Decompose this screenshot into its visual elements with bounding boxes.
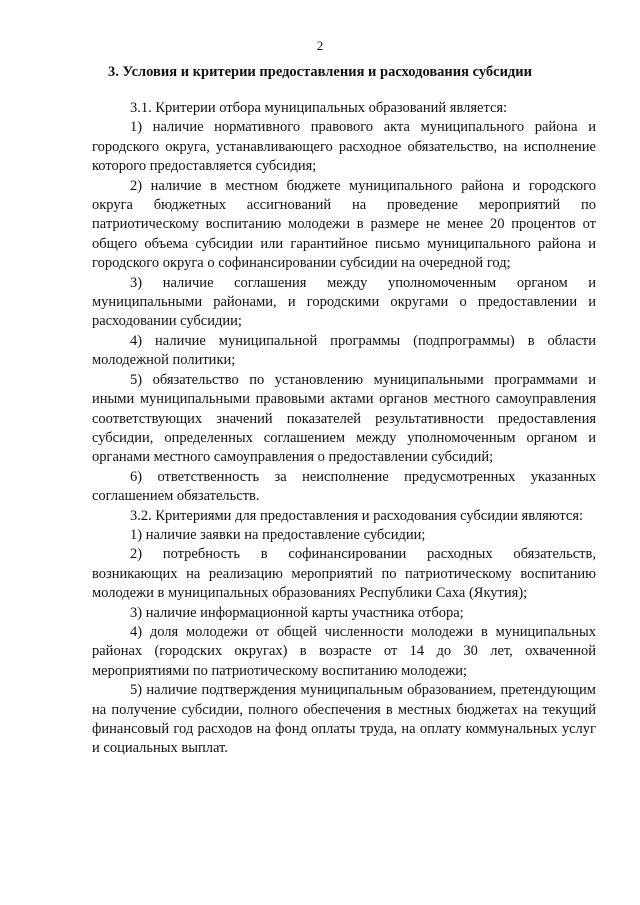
paragraph-item: 1) наличие заявки на предоставление субсидии;: [130, 526, 426, 543]
paragraph-item: 4) наличие муниципальной программы (подпрограммы) в области молодежной политики;: [92, 332, 596, 369]
paragraph-item: 1) наличие нормативного правового акта муниципального района и городского округа, устанавливающего расходное обязательство, на исполнение которого предоставляется субсидия;: [92, 119, 596, 175]
paragraph-item: 5) обязательство по установлению муниципальными программами и иными муниципальными правовыми актами органов местного самоуправления соответствующих значений показателей результативности предоставления субсидии, определенных соглашением между уполномоченным органом и органами местного самоуправления о предоставлении субсидий;: [92, 371, 596, 466]
paragraph-item: 3) наличие соглашения между уполномоченным органом и муниципальными районами, и городскими округами о предоставлении и расходовании субсидии;: [92, 274, 596, 330]
paragraph-item: 4) доля молодежи от общей численности молодежи в муниципальных районах (городских округах) в возрасте от 14 до 30 лет, охваченной мероприятиями по патриотическому воспитанию молодежи;: [92, 623, 596, 679]
section-body: [92, 99, 596, 759]
paragraph-item: 5) наличие подтверждения муниципальным образованием, претендующим на получение субсидии, полного обеспечения в местных бюджетах на текущий финансовый год расходов на фонд оплаты труда, на оплату коммунальных услуг и социальных выплат.: [92, 682, 596, 757]
section-heading: 3. Условия и критерии предоставления и расходования субсидии: [108, 64, 532, 80]
page-number: 2: [316, 38, 324, 53]
paragraph-item: 3) наличие информационной карты участника отбора;: [130, 604, 464, 621]
paragraph-item: 2) потребность в софинансировании расходных обязательств, возникающих на реализацию мероприятий по патриотическому воспитанию молодежи в муниципальных образованиях Республики Саха (Якутия);: [92, 546, 596, 602]
paragraph-criteria-provision: 3.2. Критериями для предоставления и расходования субсидии являются:: [130, 507, 584, 524]
paragraph-criteria-selection: 3.1. Критерии отбора муниципальных образований является:: [130, 100, 508, 116]
paragraph-item: 2) наличие в местном бюджете муниципального района и городского округа бюджетных ассигнований на проведение мероприятий по патриотическому воспитанию молодежи в размере не менее 20 процентов от общего объема субсидии или гарантийное письмо муниципального района и городского округа о софинансировании субсидии на очередной год;: [92, 177, 596, 272]
paragraph-item: 6) ответственность за неисполнение предусмотренных указанных соглашением обязательств.: [92, 468, 596, 505]
